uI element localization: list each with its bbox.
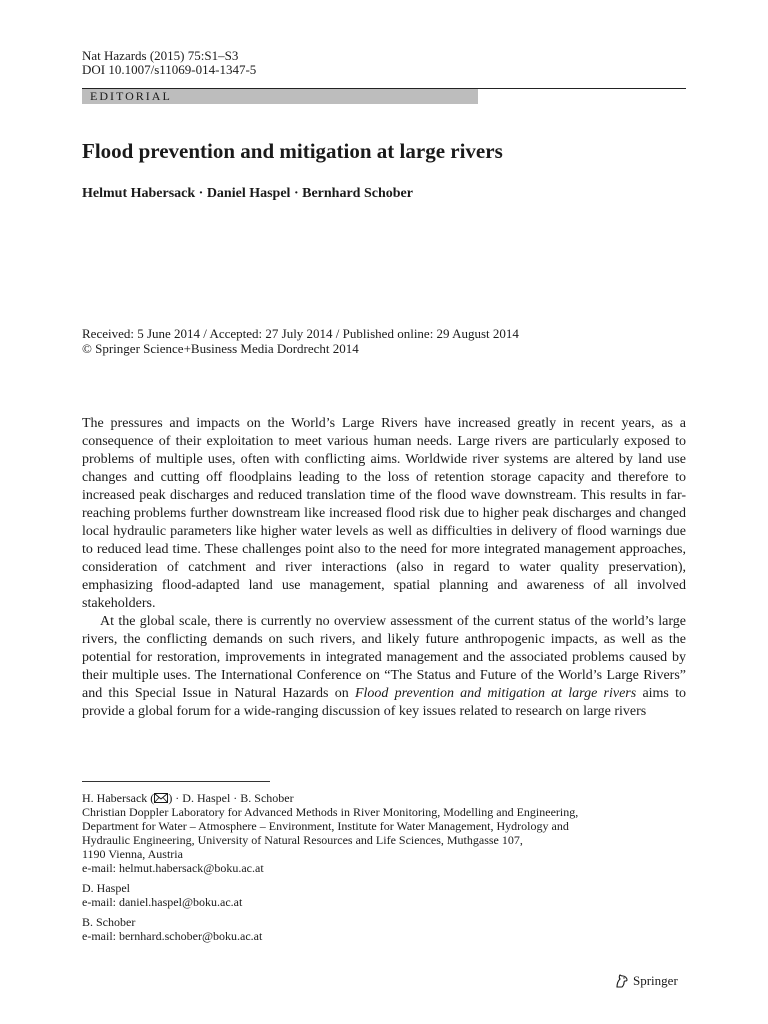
paper-page <box>82 0 686 1024</box>
footnote-rule <box>82 781 270 782</box>
publisher-name: Springer <box>633 973 678 988</box>
footnote-schober <box>82 915 686 943</box>
section-banner <box>82 89 478 104</box>
paragraph-2-end: aims to provide a global forum for a wide-ranging discussion of key issues related to research on large rivers <box>82 686 686 719</box>
corresponding-authors: H. Habersack ( ) · D. Haspel · B. Schober <box>82 791 294 805</box>
article-history <box>82 326 519 356</box>
journal-citation: Nat Hazards (2015) 75:S1–S3 <box>82 48 239 63</box>
article-body <box>82 415 686 721</box>
body-paragraph-1: The pressures and impacts on the World’s Large Rivers have increased greatly in recent years, as a consequence of their exploitation to meet various human needs. Large rivers are particularly exposed to problems of multiple uses, often with conflicting aims. Worldwide river systems are altered by land use changes and cutting off floodplains leading to the loss of retention storage capacity and therefore to increased peak discharges and reduced translation time of the flood wave downstream. This results in far-reaching problems further downstream like increased flood risk due to higher peak discharges and changed local hydraulic parameters like higher water levels as well as difficulties in delivery of flood warnings due to reduced lead time. These challenges point also to the need for more integrated management approaches, consideration of catchment and river interactions (also in regard to water quality preservation), emphasizing flood-adapted land use management, spatial planning and awareness of all involved stakeholders. <box>82 416 686 611</box>
article-authors: Helmut Habersack · Daniel Haspel · Bernhard Schober <box>82 186 413 201</box>
affiliation-line: 1190 Vienna, Austria <box>82 847 183 861</box>
copyright-line: © Springer Science+Business Media Dordrecht 2014 <box>82 341 359 356</box>
special-issue-title: Flood prevention and mitigation at large rivers <box>354 686 637 701</box>
publication-dates: Received: 5 June 2014 / Accepted: 27 July 2014 / Published online: 29 August 2014 <box>82 326 519 341</box>
footnote-haspel <box>82 881 686 909</box>
body-paragraph-2 <box>82 613 686 721</box>
springer-horse-icon <box>614 973 630 989</box>
author-name-schober: B. Schober <box>82 915 136 929</box>
envelope-icon <box>154 793 168 803</box>
author-footnotes <box>82 791 686 949</box>
journal-doi: DOI 10.1007/s11069-014-1347-5 <box>82 62 257 77</box>
author-name-haspel: D. Haspel <box>82 881 130 895</box>
affiliation-line: Hydraulic Engineering, University of Natural Resources and Life Sciences, Muthgasse 107, <box>82 833 523 847</box>
email-haspel[interactable]: e-mail: daniel.haspel@boku.ac.at <box>82 895 243 909</box>
publisher-logo <box>614 972 678 990</box>
affiliation-line: Christian Doppler Laboratory for Advanced Methods in River Monitoring, Modelling and Engineering, <box>82 805 579 819</box>
footnote-habersack <box>82 791 686 875</box>
email-schober[interactable]: e-mail: bernhard.schober@boku.ac.at <box>82 929 263 943</box>
paragraph-2-start: At the global scale, there is currently no overview assessment of the current status of the world’s large rivers, the conflicting demands on such rivers, and likely future anthropogenic impacts, as well as the potential for restoration, improvements in integrated management and the associated problems caused by their multiple uses. The International Conference on “The Status and Future of the World’s Large Rivers” and this Special Issue in Natural Hazards on <box>82 614 686 701</box>
email-habersack[interactable]: e-mail: helmut.habersack@boku.ac.at <box>82 861 264 875</box>
affiliation-line: Department for Water – Atmosphere – Environment, Institute for Water Management, Hydrology and <box>82 819 569 833</box>
article-title: Flood prevention and mitigation at large rivers <box>82 139 503 163</box>
journal-meta <box>82 49 256 77</box>
section-label: EDITORIAL <box>90 89 172 103</box>
